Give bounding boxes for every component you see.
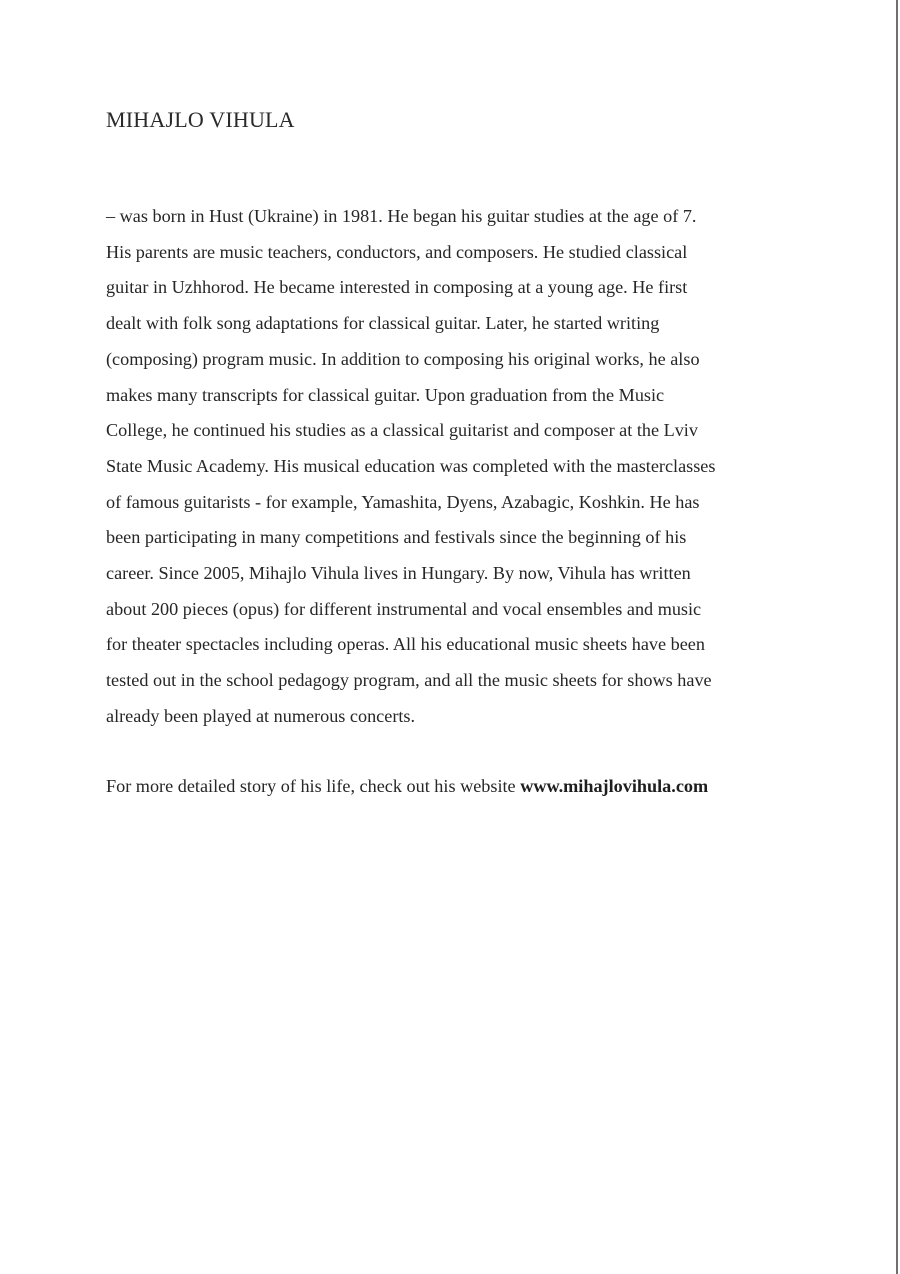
bio-line: of famous guitarists - for example, Yamashita, Dyens, Azabagic, Koshkin. He has <box>106 491 700 512</box>
website-sentence <box>106 769 708 805</box>
website-intro-text: For more detailed story of his life, check out his website <box>106 776 521 796</box>
bio-line: College, he continued his studies as a classical guitarist and composer at the Lviv <box>106 420 698 441</box>
bio-line: already been played at numerous concerts. <box>106 705 416 726</box>
bio-line: tested out in the school pedagogy program, and all the music sheets for shows have <box>106 670 712 691</box>
biography-paragraph <box>106 199 806 735</box>
bio-line: makes many transcripts for classical guitar. Upon graduation from the Music <box>106 384 665 405</box>
bio-line: dealt with folk song adaptations for classical guitar. Later, he started writing <box>106 313 660 334</box>
bio-line: been participating in many competitions and festivals since the beginning of his <box>106 527 687 548</box>
bio-line: about 200 pieces (opus) for different instrumental and vocal ensembles and music <box>106 598 702 619</box>
page-title: MIHAJLO VIHULA <box>106 107 295 132</box>
bio-line: career. Since 2005, Mihajlo Vihula lives in Hungary. By now, Vihula has written <box>106 563 691 584</box>
bio-line: His parents are music teachers, conductors, and composers. He studied classical <box>106 241 688 262</box>
bio-line: State Music Academy. His musical education was completed with the masterclasses <box>106 455 716 476</box>
bio-line: guitar in Uzhhorod. He became interested in composing at a young age. He first <box>106 277 688 298</box>
bio-line: for theater spectacles including operas. All his educational music sheets have been <box>106 634 705 655</box>
website-link[interactable]: www.mihajlovihula.com <box>520 776 709 796</box>
bio-line: (composing) program music. In addition to composing his original works, he also <box>106 348 700 369</box>
bio-line: – was born in Hust (Ukraine) in 1981. He began his guitar studies at the age of 7. <box>106 206 697 226</box>
